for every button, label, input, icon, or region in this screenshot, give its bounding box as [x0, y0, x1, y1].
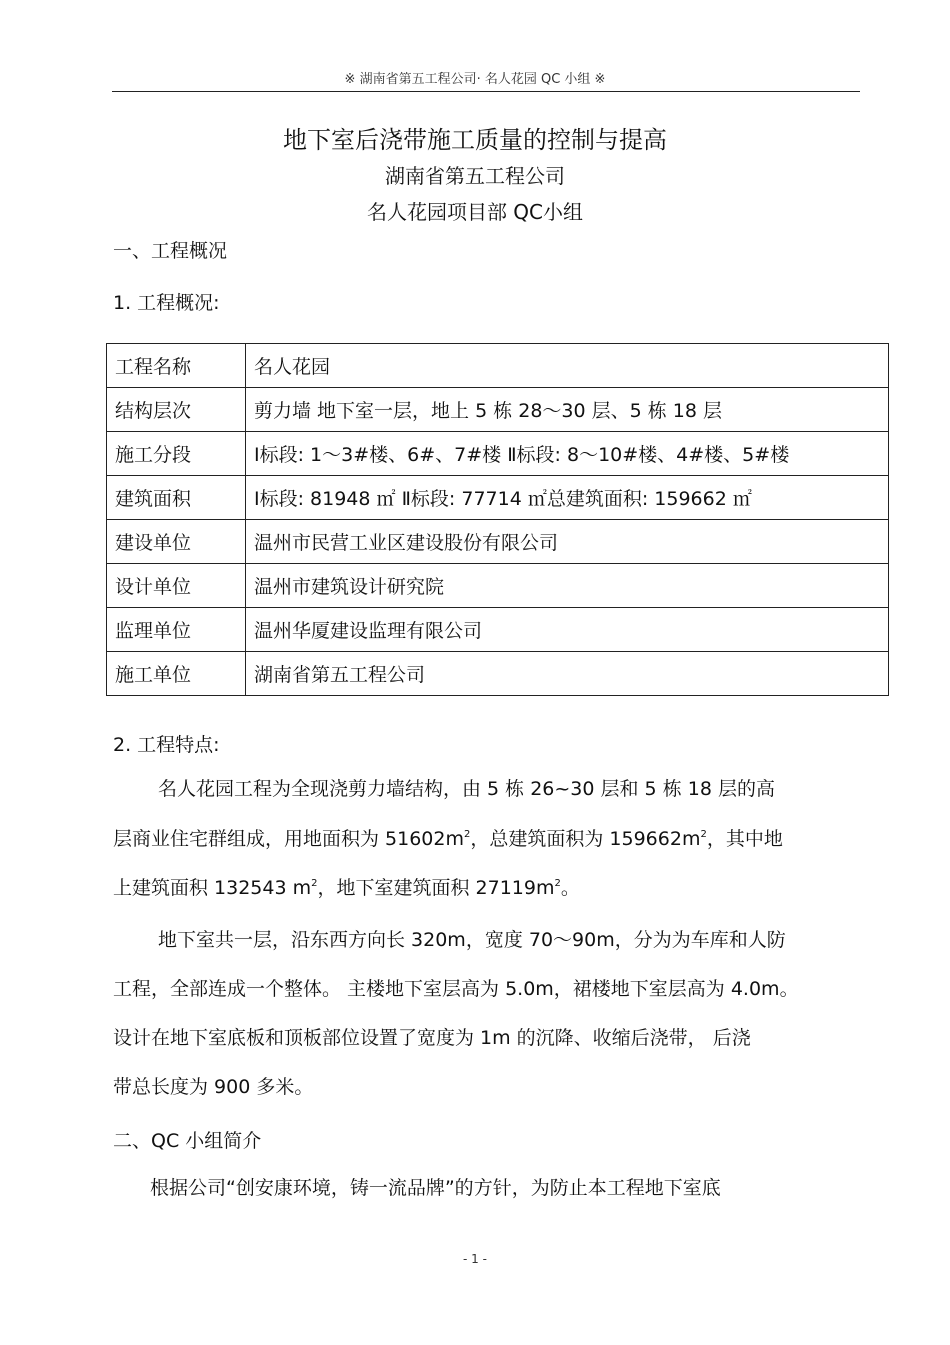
- superscript: 2: [554, 878, 561, 889]
- paragraph-line: 名人花园工程为全现浇剪力墙结构，由 5 栋 26~30 层和 5 栋 18 层的高: [158, 778, 775, 800]
- table-row: [107, 388, 889, 432]
- section1-sub2-heading: 2. 工程特点:: [113, 734, 220, 756]
- paragraph-line: [113, 876, 580, 900]
- table-key: 结构层次: [107, 388, 246, 432]
- table-key: 设计单位: [107, 564, 246, 608]
- table-key: 监理单位: [107, 608, 246, 652]
- table-value: 温州市民营工业区建设股份有限公司: [246, 520, 889, 564]
- section1-heading: 一、工程概况: [113, 240, 228, 262]
- table-value: 剪力墙 地下室一层，地上 5 栋 28～30 层、5 栋 18 层: [246, 388, 889, 432]
- superscript: 2: [464, 829, 471, 840]
- table-value: Ⅰ标段: 1～3#楼、6#、7#楼 Ⅱ标段: 8～10#楼、4#楼、5#楼: [246, 432, 889, 476]
- table-row: [107, 432, 889, 476]
- text-fragment: ，其中地: [706, 828, 783, 850]
- paragraph-line: 根据公司“创安康环境，铸一流品牌”的方针，为防止本工程地下室底: [150, 1177, 721, 1199]
- table-row: [107, 652, 889, 696]
- table-key: 建设单位: [107, 520, 246, 564]
- superscript: 2: [700, 829, 707, 840]
- table-row: [107, 476, 889, 520]
- page-number: - 1 -: [463, 1252, 487, 1266]
- table-row: [107, 344, 889, 388]
- paragraph-line: 地下室共一层，沿东西方向长 320m，宽度 70～90m，分为为车库和人防: [158, 929, 786, 951]
- paragraph-line: 工程，全部连成一个整体。 主楼地下室层高为 5.0m，裙楼地下室层高为 4.0m。: [113, 978, 799, 1000]
- area-section-2-total: Ⅱ标段: 77714 ㎡总建筑面积: 159662 ㎡: [395, 488, 752, 510]
- paragraph-line: [113, 827, 783, 851]
- table-value: 温州华厦建设监理有限公司: [246, 608, 889, 652]
- text-fragment: ，总建筑面积为 159662m: [470, 828, 701, 850]
- table-row: [107, 564, 889, 608]
- table-value: 温州市建筑设计研究院: [246, 564, 889, 608]
- text-fragment: 上建筑面积 132543 m: [113, 877, 312, 899]
- paragraph-line: 设计在地下室底板和顶板部位设置了宽度为 1m 的沉降、收缩后浇带， 后浇: [113, 1027, 751, 1049]
- project-overview-table: [106, 343, 889, 696]
- paragraph-line: 带总长度为 900 多米。: [113, 1076, 314, 1098]
- table-value: 名人花园: [246, 344, 889, 388]
- subtitle-company: 湖南省第五工程公司: [385, 164, 565, 188]
- table-key: 工程名称: [107, 344, 246, 388]
- section2-heading: 二、QC 小组简介: [113, 1130, 262, 1152]
- table-key: 建筑面积: [107, 476, 246, 520]
- table-row: [107, 608, 889, 652]
- document-title: 地下室后浇带施工质量的控制与提高: [283, 126, 667, 154]
- table-key: 施工单位: [107, 652, 246, 696]
- table-key: 施工分段: [107, 432, 246, 476]
- area-section-1: Ⅰ标段: 81948 ㎡: [254, 488, 396, 510]
- text-fragment: 。: [560, 877, 580, 899]
- running-header: ※ 湖南省第五工程公司· 名人花园 QC 小组 ※: [344, 72, 606, 87]
- text-fragment: ，地下室建筑面积 27119m: [317, 877, 555, 899]
- subtitle-group: 名人花园项目部 QC小组: [366, 200, 584, 224]
- section1-sub1-heading: 1. 工程概况:: [113, 292, 220, 314]
- superscript: 2: [311, 878, 318, 889]
- header-divider: [112, 91, 860, 92]
- table-row: [107, 520, 889, 564]
- table-value: [246, 476, 889, 520]
- table-value: 湖南省第五工程公司: [246, 652, 889, 696]
- text-fragment: 层商业住宅群组成，用地面积为 51602m: [113, 828, 464, 850]
